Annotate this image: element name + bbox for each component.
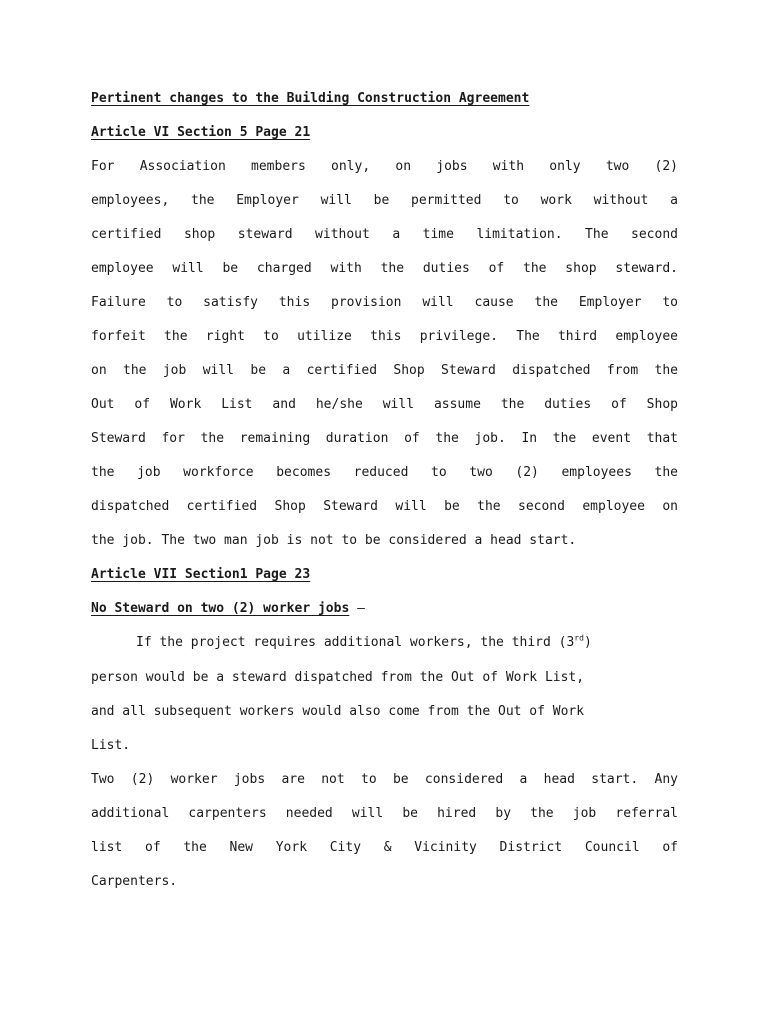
section-2-para-1-line: and all subsequent workers would also come from the Out of Work (91, 704, 585, 719)
section-1-heading: Article VI Section 5 Page 21 (91, 125, 311, 140)
section-1-line: Steward for the remaining duration of the job. In the event that (91, 431, 678, 446)
ordinal-superscript: rd (574, 633, 584, 643)
para-1-text-end: ) (583, 635, 592, 650)
section-1-line: forfeit the right to utilize this privilege. The third employee (91, 329, 678, 344)
section-2-para-2-line: Carpenters. (91, 874, 178, 889)
section-2-para-2-line: additional carpenters needed will be hired by the job referral (91, 806, 678, 821)
subheading-dash: – (349, 601, 365, 616)
section-2-para-1-line: person would be a steward dispatched from the Out of Work List, (91, 670, 585, 685)
para-1-text: If the project requires additional workers, the third (3 (136, 635, 575, 650)
section-2-para-2-line: Two (2) worker jobs are not to be considered a head start. Any (91, 772, 678, 787)
section-1-line: dispatched certified Shop Steward will be the second employee on (91, 499, 678, 514)
section-1-line: on the job will be a certified Shop Steward dispatched from the (91, 363, 678, 378)
section-1-line: Failure to satisfy this provision will cause the Employer to (91, 295, 678, 310)
section-1-line: Out of Work List and he/she will assume the duties of Shop (91, 397, 678, 412)
section-2-subheading-line (91, 599, 365, 619)
section-2-heading: Article VII Section1 Page 23 (91, 567, 311, 582)
section-2-para-1-line: List. (91, 738, 131, 753)
section-1-line: employee will be charged with the duties of the shop steward. (91, 261, 678, 276)
document-title: Pertinent changes to the Building Construction Agreement (91, 91, 530, 106)
section-1-line: For Association members only, on jobs with only two (2) (91, 159, 678, 174)
section-2-para-1-first-line (136, 633, 592, 653)
section-1-line: employees, the Employer will be permitted to work without a (91, 193, 678, 208)
section-2-para-2-line: list of the New York City & Vicinity District Council of (91, 840, 678, 855)
section-1-line: the job. The two man job is not to be considered a head start. (91, 533, 577, 548)
section-1-line: the job workforce becomes reduced to two (2) employees the (91, 465, 678, 480)
section-2-subheading: No Steward on two (2) worker jobs (91, 601, 350, 616)
section-1-line: certified shop steward without a time limitation. The second (91, 227, 678, 242)
